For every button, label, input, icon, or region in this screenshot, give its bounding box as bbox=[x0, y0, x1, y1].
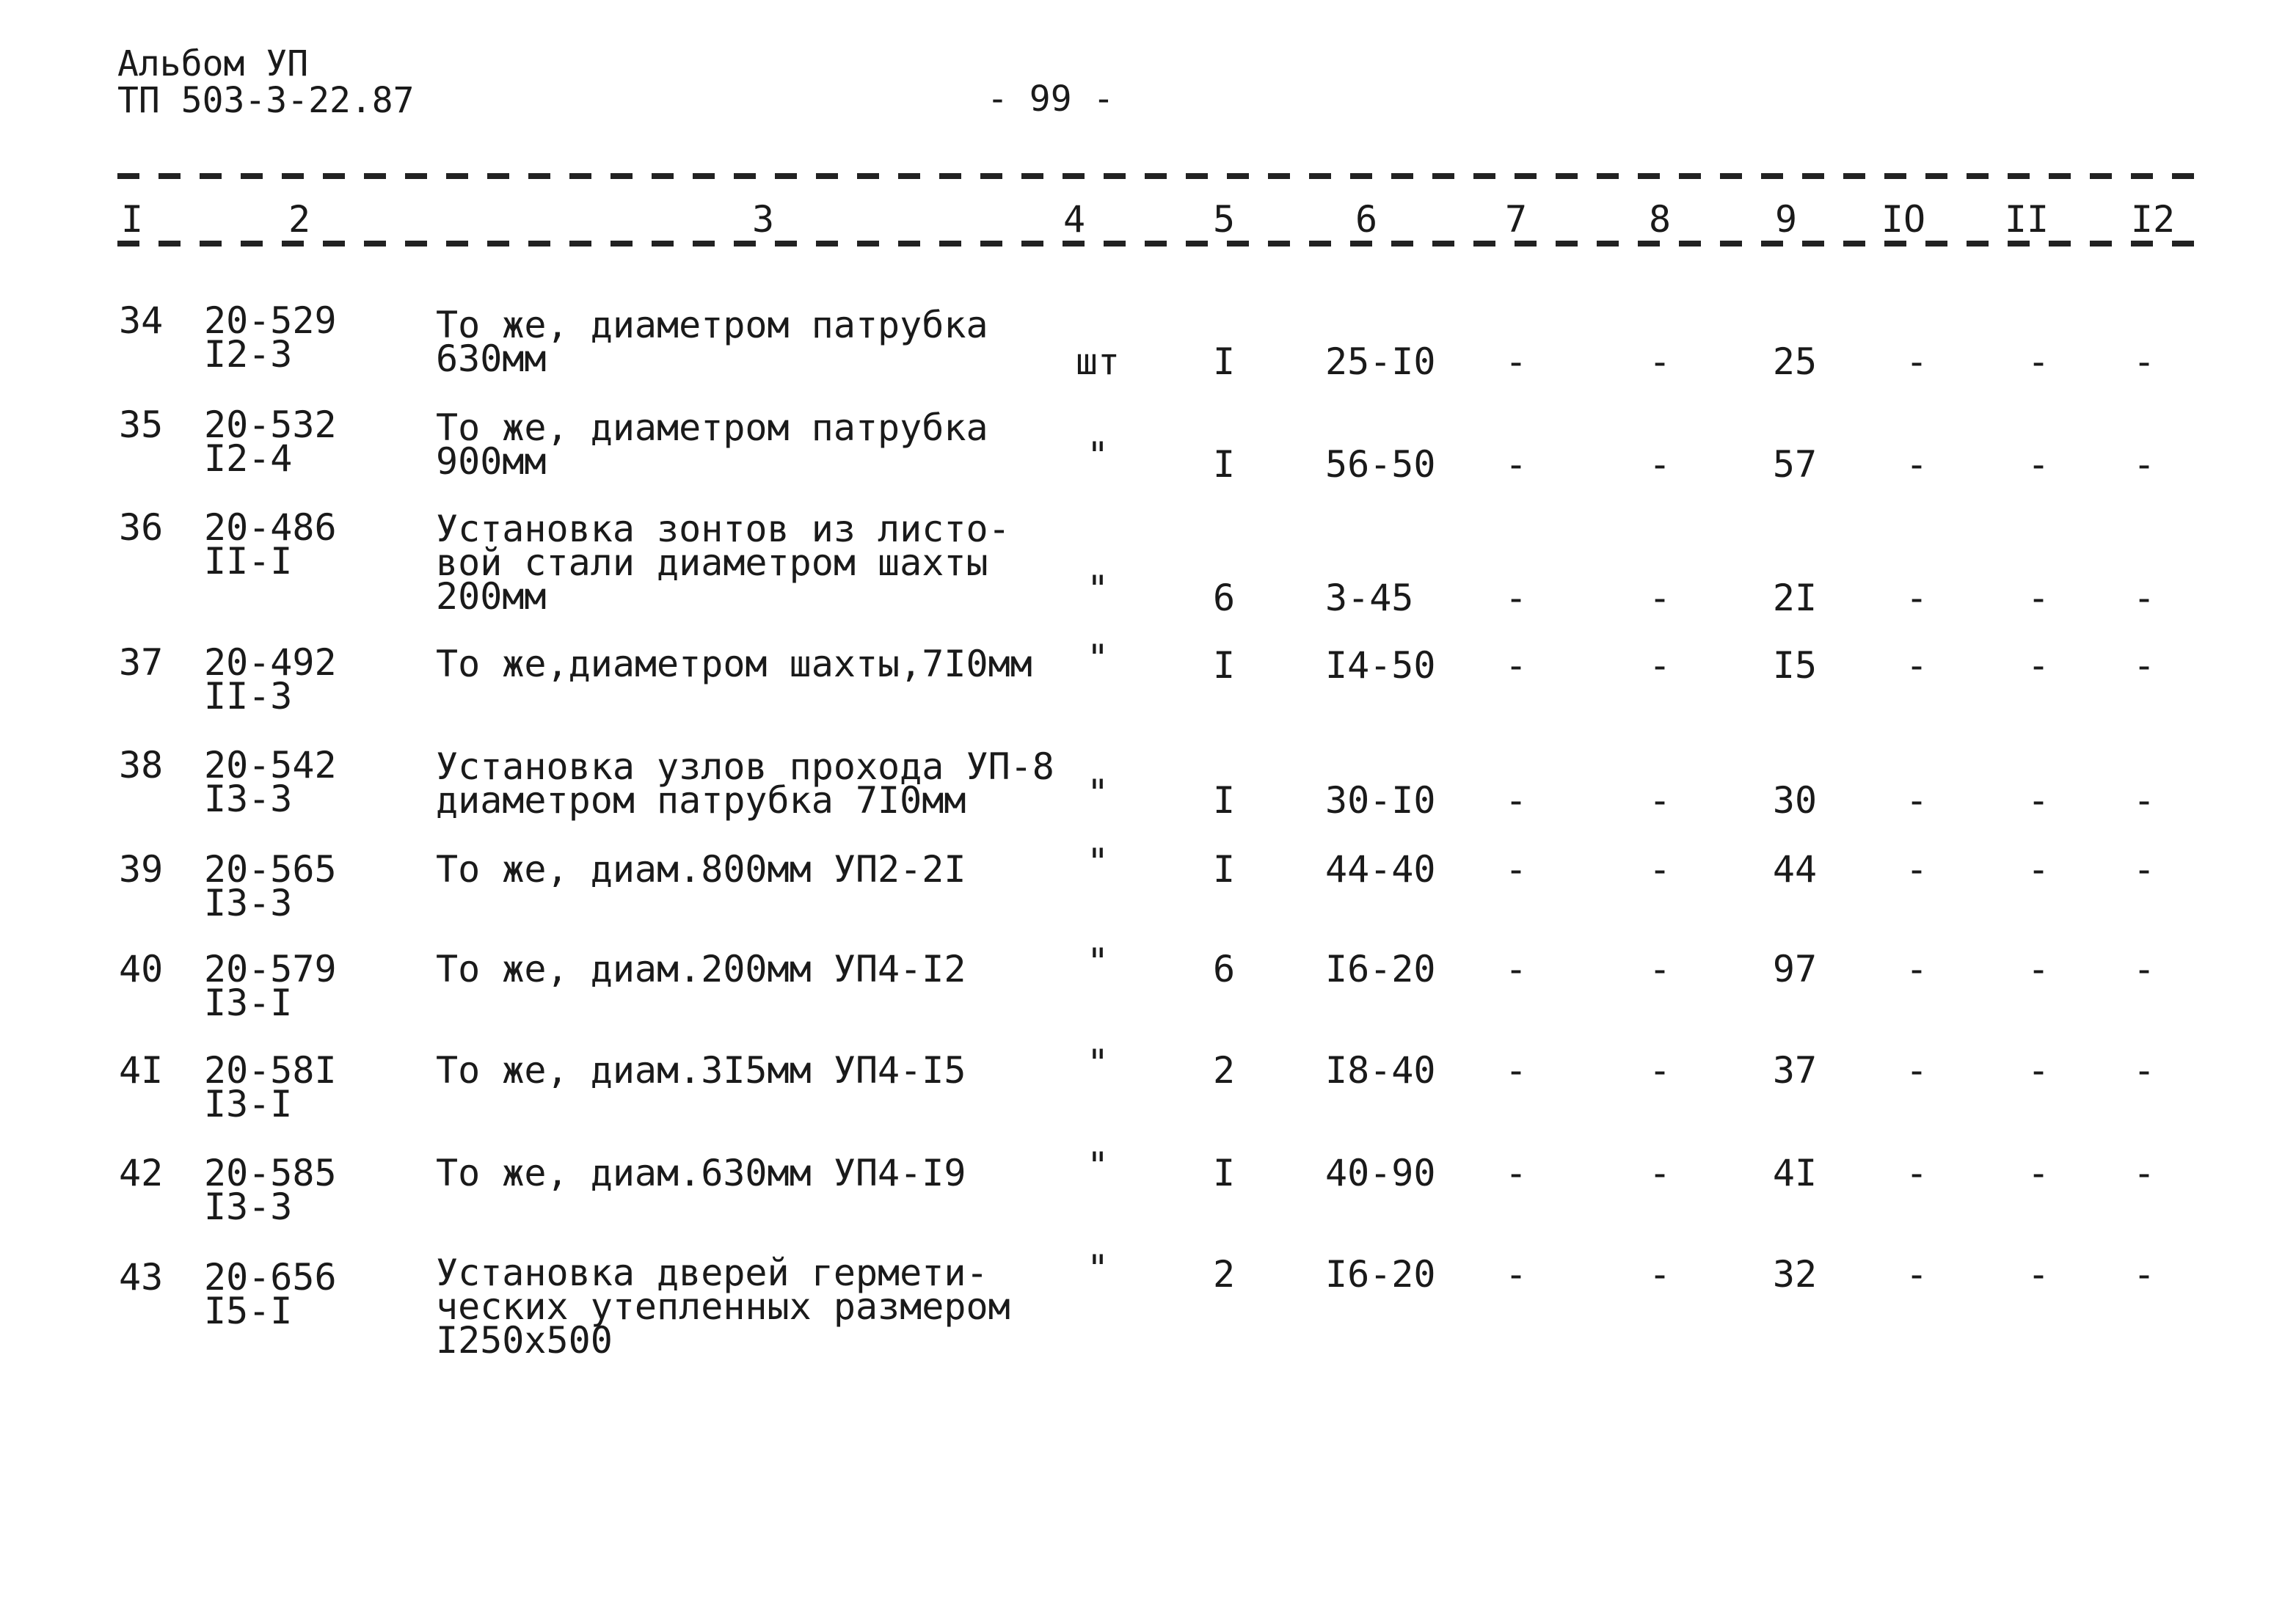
column-7-cell: - bbox=[1504, 340, 1528, 383]
page-number: - 99 - bbox=[987, 78, 1115, 120]
work-description: 630мм bbox=[436, 337, 547, 380]
column-8-cell: - bbox=[1648, 779, 1672, 822]
price-cell: 56-50 bbox=[1325, 443, 1436, 486]
column-7-cell: - bbox=[1504, 577, 1528, 619]
column-9-cell: 32 bbox=[1772, 1253, 1818, 1296]
work-description: 200мм bbox=[436, 575, 547, 618]
column-8-cell: - bbox=[1648, 848, 1672, 891]
work-description: ческих утепленных размером bbox=[436, 1285, 1010, 1328]
quantity-cell: I bbox=[1212, 1152, 1236, 1194]
column-9-cell: 97 bbox=[1772, 948, 1818, 990]
column-7-cell: - bbox=[1504, 848, 1528, 891]
column-10-cell: - bbox=[1905, 1049, 1928, 1092]
norm-code: 20-532 bbox=[204, 404, 337, 446]
column-number-2: 2 bbox=[285, 200, 313, 239]
work-description: диаметром патрубка 7I0мм bbox=[436, 779, 966, 822]
quantity-cell: I bbox=[1212, 848, 1236, 891]
column-9-cell: 57 bbox=[1772, 443, 1818, 486]
column-10-cell: - bbox=[1905, 948, 1928, 990]
row-number: 38 bbox=[119, 744, 164, 786]
norm-code: 20-58I bbox=[204, 1049, 337, 1092]
column-11-cell: - bbox=[2027, 848, 2050, 891]
work-description: То же, диам.800мм УП2-2I bbox=[436, 848, 966, 891]
quantity-cell: 2 bbox=[1212, 1253, 1236, 1296]
norm-code-sub: I2-3 bbox=[204, 333, 293, 376]
row-number: 37 bbox=[119, 641, 164, 684]
norm-code-sub: II-3 bbox=[204, 675, 293, 717]
unit-cell: шт bbox=[1075, 340, 1120, 383]
work-description: То же, диаметром патрубка bbox=[436, 406, 988, 449]
column-8-cell: - bbox=[1648, 340, 1672, 383]
column-10-cell: - bbox=[1905, 644, 1928, 687]
column-12-cell: - bbox=[2132, 340, 2156, 383]
column-number-8: 8 bbox=[1646, 200, 1674, 239]
column-11-cell: - bbox=[2027, 1253, 2050, 1296]
row-number: 36 bbox=[119, 506, 164, 549]
album-label: Альбом УП bbox=[117, 43, 309, 84]
column-11-cell: - bbox=[2027, 1152, 2050, 1194]
price-cell: 40-90 bbox=[1325, 1152, 1436, 1194]
norm-code-sub: I5-I bbox=[204, 1290, 293, 1332]
column-number-7: 7 bbox=[1502, 200, 1530, 239]
row-number: 40 bbox=[119, 948, 164, 990]
column-12-cell: - bbox=[2132, 1049, 2156, 1092]
column-12-cell: - bbox=[2132, 848, 2156, 891]
column-number-11: II bbox=[2002, 200, 2052, 239]
unit-cell: " bbox=[1086, 637, 1109, 679]
unit-cell: " bbox=[1086, 1042, 1109, 1084]
dashed-rule-top bbox=[117, 173, 2205, 179]
column-number-4: 4 bbox=[1060, 200, 1088, 239]
norm-code-sub: II-I bbox=[204, 540, 293, 583]
column-8-cell: - bbox=[1648, 1049, 1672, 1092]
column-number-10: IO bbox=[1878, 200, 1928, 239]
column-9-cell: 30 bbox=[1772, 779, 1818, 822]
quantity-cell: I bbox=[1212, 340, 1236, 383]
column-12-cell: - bbox=[2132, 779, 2156, 822]
quantity-cell: I bbox=[1212, 443, 1236, 486]
price-cell: I6-20 bbox=[1325, 1253, 1436, 1296]
quantity-cell: I bbox=[1212, 644, 1236, 687]
column-11-cell: - bbox=[2027, 443, 2050, 486]
work-description: Установка узлов прохода УП-8 bbox=[436, 745, 1054, 788]
column-11-cell: - bbox=[2027, 1049, 2050, 1092]
column-8-cell: - bbox=[1648, 1152, 1672, 1194]
unit-cell: " bbox=[1086, 941, 1109, 983]
norm-code: 20-579 bbox=[204, 948, 337, 990]
unit-cell: " bbox=[1086, 1144, 1109, 1187]
work-description: 900мм bbox=[436, 440, 547, 483]
norm-code: 20-656 bbox=[204, 1256, 337, 1299]
column-8-cell: - bbox=[1648, 644, 1672, 687]
column-8-cell: - bbox=[1648, 1253, 1672, 1296]
column-12-cell: - bbox=[2132, 443, 2156, 486]
column-10-cell: - bbox=[1905, 340, 1928, 383]
price-cell: I8-40 bbox=[1325, 1049, 1436, 1092]
column-11-cell: - bbox=[2027, 779, 2050, 822]
column-10-cell: - bbox=[1905, 848, 1928, 891]
quantity-cell: 6 bbox=[1212, 577, 1236, 619]
work-description: То же, диам.630мм УП4-I9 bbox=[436, 1152, 966, 1194]
work-description: Установка зонтов из листо- bbox=[436, 508, 1010, 550]
quantity-cell: 2 bbox=[1212, 1049, 1236, 1092]
column-7-cell: - bbox=[1504, 1152, 1528, 1194]
column-10-cell: - bbox=[1905, 1253, 1928, 1296]
price-cell: 3-45 bbox=[1325, 577, 1414, 619]
column-8-cell: - bbox=[1648, 443, 1672, 486]
column-7-cell: - bbox=[1504, 644, 1528, 687]
row-number: 4I bbox=[119, 1049, 164, 1092]
column-7-cell: - bbox=[1504, 779, 1528, 822]
work-description: вой стали диаметром шахты bbox=[436, 541, 988, 584]
column-9-cell: 37 bbox=[1772, 1049, 1818, 1092]
norm-code-sub: I3-I bbox=[204, 982, 293, 1024]
column-number-1: I bbox=[118, 200, 146, 239]
row-number: 42 bbox=[119, 1152, 164, 1194]
column-12-cell: - bbox=[2132, 948, 2156, 990]
column-7-cell: - bbox=[1504, 443, 1528, 486]
quantity-cell: 6 bbox=[1212, 948, 1236, 990]
row-number: 35 bbox=[119, 404, 164, 446]
norm-code: 20-492 bbox=[204, 641, 337, 684]
norm-code: 20-585 bbox=[204, 1152, 337, 1194]
row-number: 43 bbox=[119, 1256, 164, 1299]
price-cell: 44-40 bbox=[1325, 848, 1436, 891]
column-8-cell: - bbox=[1648, 948, 1672, 990]
unit-cell: " bbox=[1086, 1247, 1109, 1290]
work-description: То же, диам.3I5мм УП4-I5 bbox=[436, 1049, 966, 1092]
column-9-cell: I5 bbox=[1772, 644, 1818, 687]
column-12-cell: - bbox=[2132, 1253, 2156, 1296]
price-cell: 25-I0 bbox=[1325, 340, 1436, 383]
norm-code: 20-565 bbox=[204, 848, 337, 891]
column-11-cell: - bbox=[2027, 340, 2050, 383]
price-cell: I6-20 bbox=[1325, 948, 1436, 990]
row-number: 34 bbox=[119, 299, 164, 342]
column-11-cell: - bbox=[2027, 948, 2050, 990]
unit-cell: " bbox=[1086, 568, 1109, 610]
column-12-cell: - bbox=[2132, 1152, 2156, 1194]
column-10-cell: - bbox=[1905, 443, 1928, 486]
column-9-cell: 2I bbox=[1772, 577, 1818, 619]
column-10-cell: - bbox=[1905, 1152, 1928, 1194]
work-description: То же, диам.200мм УП4-I2 bbox=[436, 948, 966, 990]
column-7-cell: - bbox=[1504, 1253, 1528, 1296]
column-8-cell: - bbox=[1648, 577, 1672, 619]
column-7-cell: - bbox=[1504, 948, 1528, 990]
row-number: 39 bbox=[119, 848, 164, 891]
column-10-cell: - bbox=[1905, 577, 1928, 619]
document-code: ТП 503-3-22.87 bbox=[117, 80, 415, 121]
work-description: То же, диаметром патрубка bbox=[436, 304, 988, 346]
norm-code-sub: I3-3 bbox=[204, 778, 293, 820]
work-description: То же,диаметром шахты,7I0мм bbox=[436, 643, 1032, 685]
price-cell: I4-50 bbox=[1325, 644, 1436, 687]
unit-cell: " bbox=[1086, 772, 1109, 814]
column-number-3: 3 bbox=[749, 200, 777, 239]
norm-code-sub: I2-4 bbox=[204, 437, 293, 480]
column-7-cell: - bbox=[1504, 1049, 1528, 1092]
work-description: I250x500 bbox=[436, 1319, 613, 1362]
quantity-cell: I bbox=[1212, 779, 1236, 822]
column-number-12: I2 bbox=[2128, 200, 2178, 239]
norm-code-sub: I3-3 bbox=[204, 882, 293, 924]
column-number-6: 6 bbox=[1352, 200, 1380, 239]
column-9-cell: 4I bbox=[1772, 1152, 1818, 1194]
column-9-cell: 44 bbox=[1772, 848, 1818, 891]
column-10-cell: - bbox=[1905, 779, 1928, 822]
column-12-cell: - bbox=[2132, 577, 2156, 619]
column-9-cell: 25 bbox=[1772, 340, 1818, 383]
dashed-rule-header bbox=[117, 241, 2205, 247]
unit-cell: " bbox=[1086, 841, 1109, 883]
column-11-cell: - bbox=[2027, 577, 2050, 619]
norm-code-sub: I3-3 bbox=[204, 1186, 293, 1228]
unit-cell: " bbox=[1086, 434, 1109, 477]
norm-code: 20-486 bbox=[204, 506, 337, 549]
norm-code-sub: I3-I bbox=[204, 1083, 293, 1125]
norm-code: 20-529 bbox=[204, 299, 337, 342]
column-number-9: 9 bbox=[1772, 200, 1800, 239]
work-description: Установка дверей гермети- bbox=[436, 1252, 988, 1294]
column-number-5: 5 bbox=[1210, 200, 1238, 239]
price-cell: 30-I0 bbox=[1325, 779, 1436, 822]
column-12-cell: - bbox=[2132, 644, 2156, 687]
column-11-cell: - bbox=[2027, 644, 2050, 687]
norm-code: 20-542 bbox=[204, 744, 337, 786]
